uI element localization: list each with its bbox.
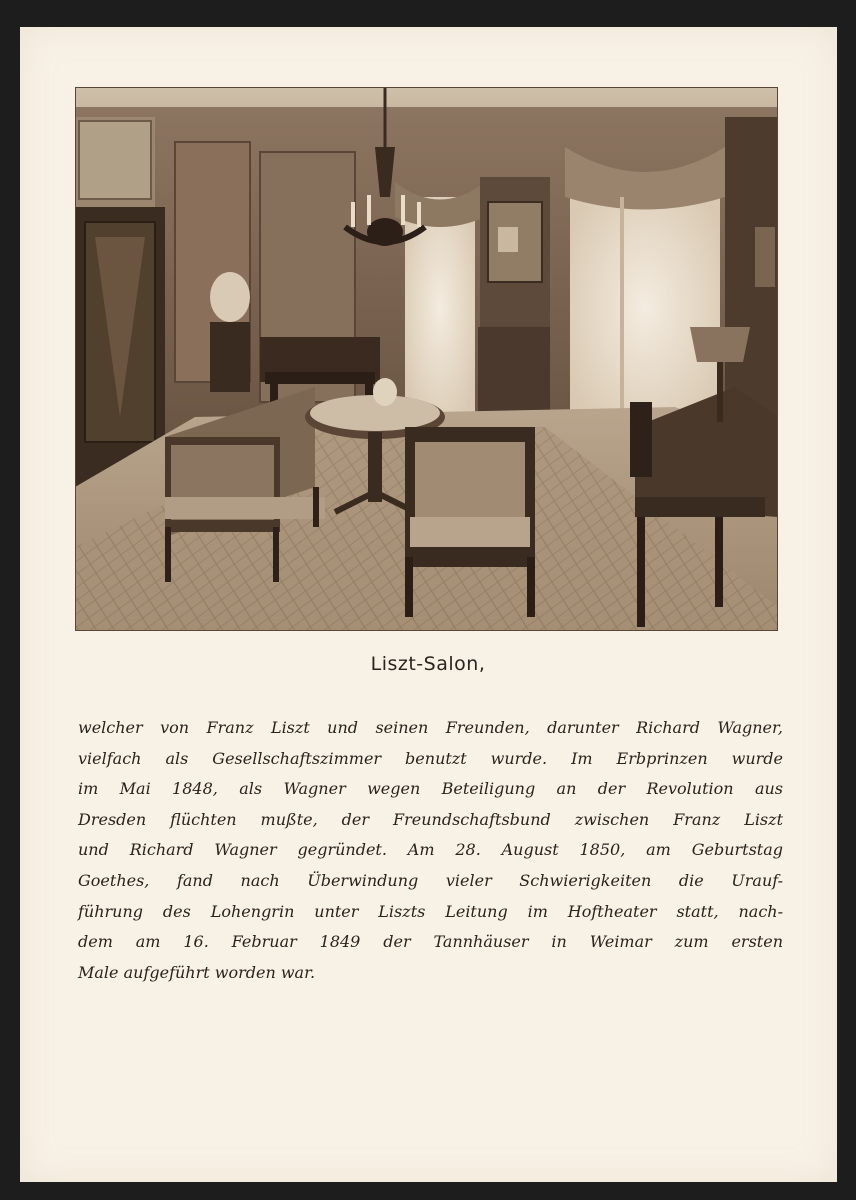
text-line: im Mai 1848, als Wagner wegen Beteiligung an der Revolution aus	[78, 779, 783, 799]
text-line: führung des Lohengrin unter Liszts Leitung im Hoftheater statt, nach-	[78, 901, 783, 921]
salon-photograph-illustration	[75, 87, 778, 631]
text-line: Male aufgeführt worden war.	[78, 962, 316, 982]
text-line: Goethes, fand nach Überwindung vieler Schwierigkeiten die Urauf-	[78, 870, 783, 890]
text-line: Dresden flüchten mußte, der Freundschaftsbund zwischen Franz Liszt	[78, 809, 783, 829]
salon-photograph	[75, 87, 778, 631]
description-text	[78, 713, 783, 988]
photo-caption: Liszt-Salon,	[370, 653, 486, 675]
text-line: dem am 16. Februar 1849 der Tannhäuser in Weimar zum ersten	[78, 932, 783, 952]
text-line: vielfach als Gesellschaftszimmer benutzt wurde. Im Erbprinzen wurde	[78, 748, 783, 768]
text-line: und Richard Wagner gegründet. Am 28. August 1850, am Geburtstag	[78, 840, 783, 860]
text-line: welcher von Franz Liszt und seinen Freunden, darunter Richard Wagner,	[78, 718, 783, 737]
